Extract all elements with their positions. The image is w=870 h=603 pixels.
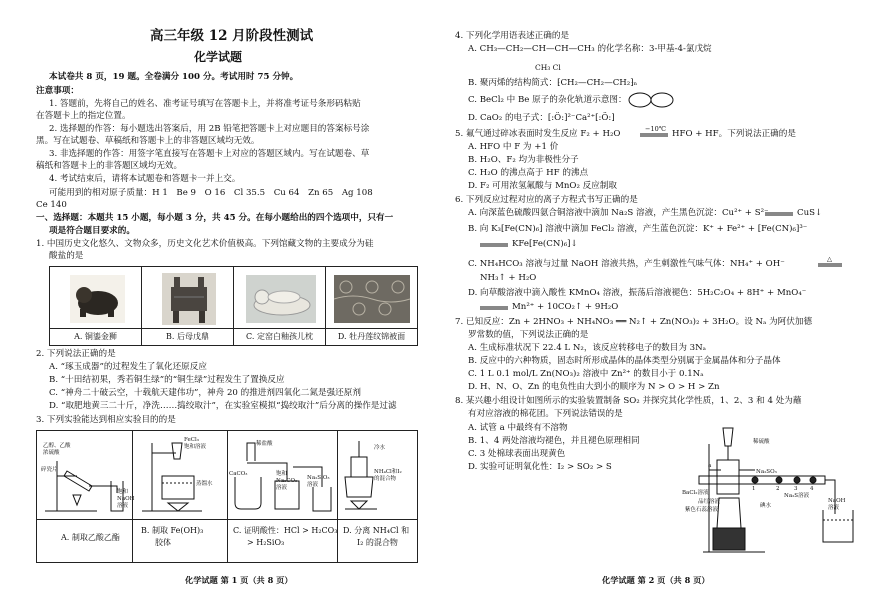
q8-option-c: C. 3 处棉球表面出现黄色 — [468, 449, 566, 459]
question-7-stem: 7. 已知反应：Zn + 2HNO₃ + NH₄NO₃ ══ N₂↑ + Zn(NO₃)₂ + 3H₂O。设 Nₐ 为阿伏加德 — [455, 317, 813, 327]
question-3-stem: 3. 下列实验能达到相应实验目的的是 — [36, 415, 176, 425]
label-caco3: CaCO₃ — [229, 471, 248, 477]
q5-option-d: D. F₂ 可用浓氢氟酸与 MnO₂ 反应制取 — [468, 181, 618, 191]
label-bacl2: BaCl₂溶液 — [682, 490, 709, 496]
q7-option-b: B. 反应中的六种物质，固态时所形成晶体的晶体类型分别属于金属晶体和分子晶体 — [468, 356, 781, 366]
label-tube-a: a — [708, 463, 712, 469]
label-conc-sulfuric: 浓硫酸 — [43, 450, 60, 456]
q2-option-b: B. “十田结初果，秀若铜生绿”的“铜生绿”过程发生了置换反应 — [49, 375, 285, 385]
note-line: 黑。写在试题卷、草稿纸和答题卡上的非答题区域均无效。 — [36, 136, 260, 146]
label-saturated-solution: 饱和溶液 — [184, 444, 207, 450]
q4-option-a: A. CH₃—CH₂—CH—CH—CH₃ 的化学名称：3-甲基-4-氯戊烷 — [468, 44, 712, 54]
q1-option-d: D. 牡丹莲纹锦被面 — [337, 332, 406, 341]
q8-option-d: D. 实验可证明氧化性：I₂ > SO₂ > S — [468, 462, 612, 472]
question-1-stem: 1. 中国历史文化悠久、文物众多，历史文化艺术价值极高。下列馆藏文物的主要成分为硅 — [36, 239, 374, 249]
q5-option-a: A. HFO 中 F 为 +1 价 — [468, 142, 559, 152]
note-line: 4. 考试结束后，请将本试题卷和答题卡一并上交。 — [49, 174, 241, 184]
label-porcelain-chips: 碎瓷片 — [41, 467, 58, 473]
page-1-footer: 化学试题 第 1 页（共 8 页） — [185, 575, 293, 585]
q6-option-a-end: CuS↓ — [797, 208, 823, 218]
label-naoh-solution: 溶液 — [828, 505, 840, 511]
label-cotton-4: 4 — [810, 486, 814, 492]
question-5-stem: 5. 氟气通过碎冰表面时发生反应 F₂ + H₂O — [455, 129, 621, 139]
q6-option-b: B. 向 K₃[Fe(CN)₆] 溶液中滴加 FeCl₂ 溶液，产生蓝色沉淀：K⁺ + Fe²⁺ + [Fe(CN)₆]³⁻ — [468, 224, 808, 234]
question-3-table — [36, 430, 418, 563]
question-8-stem: 8. 某兴趣小组设计如图所示的实验装置制备 SO₂ 并探究其化学性质，1、2、3 和 4 处为蘸 — [455, 396, 802, 406]
q3-option-b-cont: 胶体 — [155, 538, 171, 547]
label-distilled-water: 蒸馏水 — [196, 481, 213, 487]
q6-option-d: D. 向草酸溶液中滴入酸性 KMnO₄ 溶液，振荡后溶液褪色：5H₂C₂O₄ + 8H⁺ + MnO₄⁻ — [468, 288, 807, 298]
label-nh4cl-i2: NH₄Cl和I₂ — [374, 469, 402, 475]
label-naoh: NaOH — [117, 496, 135, 502]
q5-option-b: B. H₂O、F₂ 均为非极性分子 — [468, 155, 579, 165]
label-dilute-sulfuric: 稀硫酸 — [753, 439, 770, 445]
note-line: 在答题卡上的指定位置。 — [36, 111, 131, 121]
brocade-image — [334, 275, 410, 323]
apparatus-b-diagram — [132, 431, 227, 519]
section-heading: 项是符合题目要求的。 — [49, 226, 135, 236]
exam-title: 高三年级 12 月阶段性测试 — [150, 28, 314, 44]
q7-option-c: C. 1 L 0.1 mol/L Zn(NO₃)₂ 溶液中 Zn²⁺ 的数目小于 0.1Nₐ — [468, 369, 704, 379]
bronze-ding-image — [162, 273, 216, 325]
atomic-mass: Ce 140 — [36, 200, 67, 210]
note-line: 稿纸和答题卡上的非答题区域均无效。 — [36, 161, 183, 171]
q3-option-d: D. 分离 NH₄Cl 和 — [343, 526, 410, 535]
reaction-arrow-icon — [640, 133, 670, 137]
q6-option-c-cont: NH₃↑ + H₂O — [480, 273, 537, 283]
label-naoh: NaOH — [828, 498, 846, 504]
equals-arrow-icon — [765, 212, 795, 216]
label-solution-sio3: 溶液 — [307, 482, 319, 488]
q3-option-a: A. 制取乙酸乙酯 — [61, 533, 120, 542]
q7-option-d: D. H、N、O、Zn 的电负性由大到小的顺序为 N > O > H > Zn — [468, 382, 720, 392]
equals-arrow-icon — [818, 263, 844, 267]
question-7-stem-cont: 罗常数的值，下列说法正确的是 — [468, 330, 589, 340]
q1-option-c: C. 定窑白釉孩儿枕 — [246, 332, 313, 341]
question-2-stem: 2. 下列说法正确的是 — [36, 349, 116, 359]
q4-option-a-branches: CH₃ Cl — [535, 63, 561, 72]
exam-subtitle: 化学试题 — [194, 50, 243, 64]
question-8-stem-cont: 有对应溶液的棉花团。下列说法错误的是 — [468, 409, 623, 419]
label-solution: 溶液 — [117, 503, 129, 509]
label-cotton-3: 3 — [794, 486, 798, 492]
page-2 — [440, 0, 870, 603]
q1-option-a: A. 铜鎏金狮 — [74, 332, 117, 341]
label-solution-c: 溶液 — [276, 485, 288, 491]
label-na2s: Na₂S溶液 — [784, 493, 810, 499]
question-1-table — [49, 266, 418, 346]
q7-option-a: A. 生成标准状况下 22.4 L N₂，该反应转移电子的数目为 3Nₐ — [468, 343, 706, 353]
q8-option-b: B. 1、4 两处溶液均褪色，并且褪色原理相同 — [468, 436, 640, 446]
atomic-mass: 可能用到的相对原子质量：H 1 Be 9 O 16 Cl 35.5 Cu 64 Zn 65 Ag 108 — [49, 188, 373, 198]
q2-option-a: A. “琢玉成器”的过程发生了氧化还原反应 — [49, 362, 207, 372]
label-ethanol-acetic: 乙醇、乙酸 — [43, 443, 71, 449]
q6-option-d-cont: Mn²⁺ + 10CO₂↑ + 9H₂O — [512, 302, 619, 312]
q6-option-b-cont: KFe[Fe(CN)₆]↓ — [512, 239, 578, 249]
question-5-stem-end: HFO + HF。下列说法正确的是 — [672, 129, 796, 139]
bronze-lion-image — [70, 275, 125, 323]
label-mixture: 的混合物 — [374, 476, 397, 482]
q4-option-c: C. BeCl₂ 中 Be 原子的杂化轨道示意图： — [468, 95, 627, 105]
note-line: 3. 非选择题的作答：用签字笔直接写在答题卡上对应的答题区域内。写在试题卷、草 — [49, 149, 370, 159]
label-magenta: 品红溶液 — [698, 499, 721, 505]
section-heading: 一、选择题：本题共 15 小题，每小题 3 分，共 45 分。在每小题给出的四个选项中，只有一 — [36, 213, 394, 223]
q6-option-a: A. 向深蓝色硫酸四氨合铜溶液中滴加 Na₂S 溶液，产生黑色沉淀：Cu²⁺ + S²⁻ — [468, 208, 769, 218]
question-4-stem: 4. 下列化学用语表述正确的是 — [455, 31, 570, 41]
q4-option-b: B. 聚丙烯的结构简式：⁅CH₂—CH₂—CH₂⁆ₙ — [468, 78, 638, 88]
q8-option-a: A. 试管 a 中最终有不溶物 — [468, 423, 568, 433]
note-line: 1. 答题前，先将自己的姓名、准考证号填写在答题卡上，并将准考证号条形码粘贴 — [49, 99, 361, 109]
equals-arrow-icon — [480, 243, 510, 247]
label-saturated-c: 饱和 — [276, 471, 288, 477]
q6-heat-condition: △ — [827, 255, 832, 263]
q2-option-d: D. “取肥地黄三二十斤，净洗……捣绞取汁”，在实验室模拟“捣绞取汁”后分离的操作是过滤 — [49, 401, 397, 411]
q3-option-c: C. 证明酸性：HCl > H₂CO₃ — [233, 526, 338, 535]
label-cotton-2: 2 — [776, 486, 780, 492]
porcelain-pillow-image — [246, 275, 316, 323]
label-iodine: 碘水 — [760, 503, 772, 509]
label-dilute-hcl: 稀盐酸 — [256, 441, 273, 447]
label-saturated: 饱和 — [117, 489, 129, 495]
label-na2so3: Na₂SO₃ — [756, 469, 777, 475]
label-fecl3: FeCl₃ — [184, 437, 199, 443]
label-cotton-1: 1 — [752, 486, 756, 492]
notes-heading: 注意事项： — [36, 86, 79, 96]
q5-condition: −10℃ — [645, 125, 666, 133]
label-na2co3: Na₂CO₃ — [276, 478, 298, 484]
q5-option-c: C. H₂O 的沸点高于 HF 的沸点 — [468, 168, 589, 178]
q3-option-b: B. 制取 Fe(OH)₃ — [141, 526, 204, 535]
exam-intro: 本试卷共 8 页，19 题。全卷满分 100 分。考试用时 75 分钟。 — [49, 72, 299, 82]
equals-arrow-icon — [480, 306, 510, 310]
question-1-stem: 酸盐的是 — [49, 251, 84, 261]
q6-option-c: C. NH₄HCO₃ 溶液与过量 NaOH 溶液共热，产生刺激性气味气体：NH₄⁺ + OH⁻ — [468, 259, 785, 269]
q3-option-c-cont: > H₂SiO₃ — [247, 538, 285, 547]
label-cold-water: 冷水 — [374, 445, 386, 451]
q2-option-c: C. “神舟二十破云空，十载航天建伟功”，神舟 20 的推进剂四氧化二氮是强还原剂 — [49, 388, 361, 398]
q1-option-b: B. 后母戊鼎 — [166, 332, 209, 341]
sp-hybrid-orbital-icon — [628, 91, 674, 109]
label-na2sio3: Na₂SiO₃ — [307, 475, 330, 481]
note-line: 2. 选择题的作答：每小题选出答案后，用 2B 铅笔把答题卡上对应题目的答案标号涂 — [49, 124, 370, 134]
q3-option-d-cont: I₂ 的混合物 — [357, 538, 398, 547]
q4-option-d: D. CaO₂ 的电子式：[:Ö:]²⁻Ca²⁺[:Ö:] — [468, 113, 615, 123]
label-litmus: 紫色石蕊溶液 — [685, 507, 719, 513]
so2-apparatus-diagram — [695, 424, 855, 556]
question-6-stem: 6. 下列反应过程对应的离子方程式书写正确的是 — [455, 195, 638, 205]
page-2-footer: 化学试题 第 2 页（共 8 页） — [602, 575, 710, 585]
